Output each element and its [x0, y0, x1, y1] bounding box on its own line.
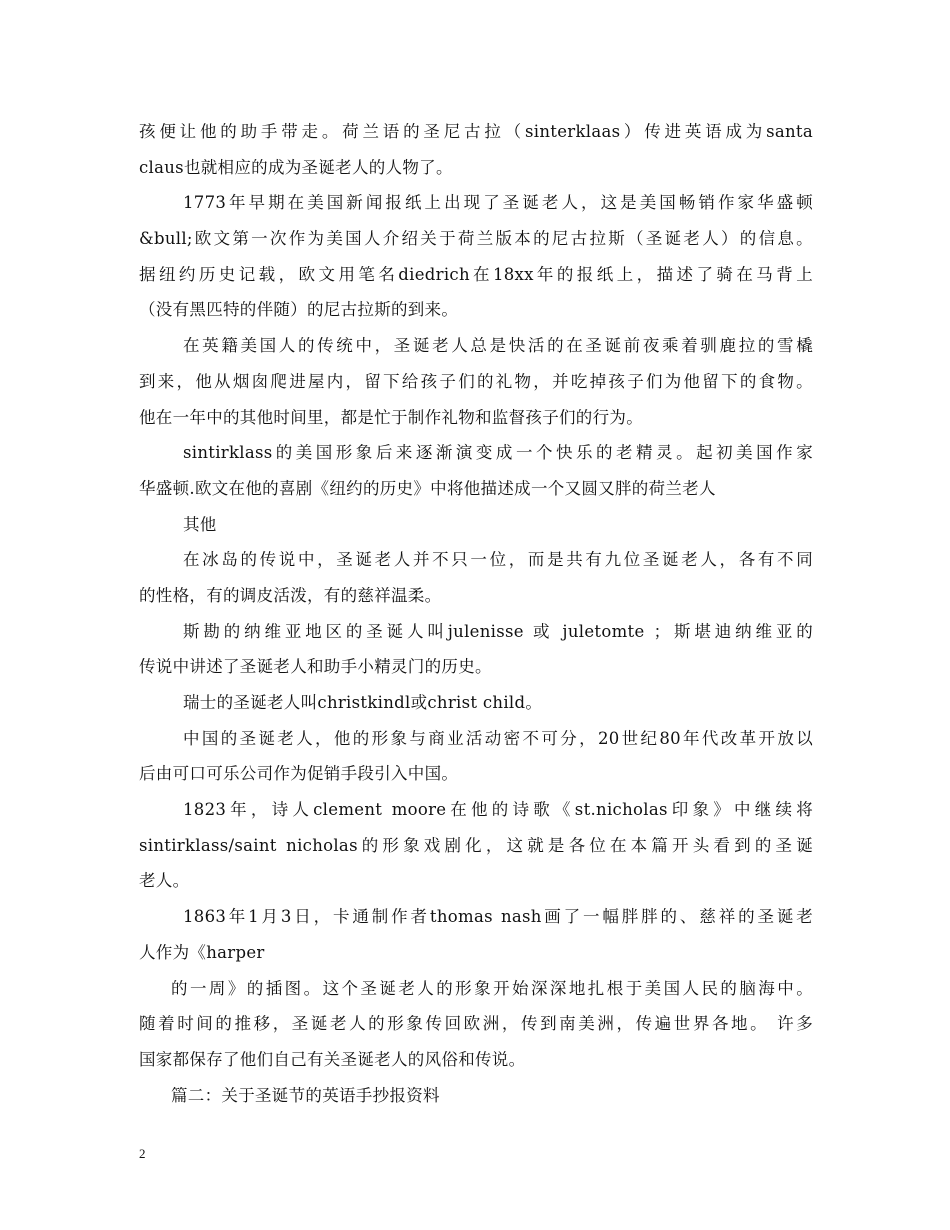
text-line-27: 国家都保存了他们自己有关圣诞老人的风俗和传说。 [139, 1049, 526, 1069]
text-line-20: 1823年，诗人clement moore在他的诗歌《st.nicholas印象》中继续将 [183, 800, 813, 820]
text-line-23: 1863年1月3日，卡通制作者thomas nash画了一幅胖胖的、慈祥的圣诞老 [183, 907, 813, 927]
section-heading-part-two: 篇二：关于圣诞节的英语手抄报资料 [171, 1085, 440, 1105]
text-line-5: 据纽约历史记载，欧文用笔名diedrich在18xx年的报纸上，描述了骑在马背上 [139, 264, 813, 284]
text-line-15: 斯勘的纳维亚地区的圣诞人叫julenisse 或 juletomte ；斯堪迪纳维亚的 [183, 621, 813, 641]
text-line-21: sintirklass/saint nicholas的形象戏剧化，这就是各位在本篇开头看到的圣诞 [139, 835, 813, 855]
section-heading-other: 其他 [183, 514, 217, 534]
text-line-16: 传说中讲述了圣诞老人和助手小精灵门的历史。 [139, 657, 492, 677]
text-line-25: 的一周》的插图。这个圣诞老人的形象开始深深地扎根于美国人民的脑海中。 [171, 978, 813, 998]
text-line-1: 孩便让他的助手带走。荷兰语的圣尼古拉（sinterklaas）传进英语成为santa [139, 122, 813, 141]
text-line-7: 在英籍美国人的传统中，圣诞老人总是快活的在圣诞前夜乘着驯鹿拉的雪橇 [183, 336, 813, 356]
text-line-22: 老人。 [139, 871, 190, 891]
text-line-19: 后由可口可乐公司作为促销手段引入中国。 [139, 764, 459, 784]
text-line-17: 瑞士的圣诞老人叫christkindl或christ child。 [183, 693, 543, 712]
text-line-8: 到来，他从烟囱爬进屋内，留下给孩子们的礼物，并吃掉孩子们为他留下的食物。 [139, 371, 813, 391]
text-line-26: 随着时间的推移，圣诞老人的形象传回欧洲，传到南美洲，传遍世界各地。 许多 [139, 1014, 813, 1034]
document-body [139, 114, 813, 1113]
text-line-18: 中国的圣诞老人，他的形象与商业活动密不可分，20世纪80年代改革开放以 [183, 728, 813, 748]
text-line-10: sintirklass的美国形象后来逐渐演变成一个快乐的老精灵。起初美国作家 [183, 443, 813, 463]
text-line-24: 人作为《harper [139, 942, 265, 962]
text-line-4: &bull;欧文第一次作为美国人介绍关于荷兰版本的尼古拉斯（圣诞老人）的信息。 [139, 229, 813, 249]
text-line-6: （没有黑匹特的伴随）的尼古拉斯的到来。 [139, 300, 459, 320]
text-line-14: 的性格，有的调皮活泼，有的慈祥温柔。 [139, 585, 442, 605]
text-line-2: claus也就相应的成为圣诞老人的人物了。 [139, 157, 453, 177]
text-line-13: 在冰岛的传说中，圣诞老人并不只一位，而是共有九位圣诞老人，各有不同 [183, 550, 813, 570]
text-line-9: 他在一年中的其他时间里，都是忙于制作礼物和监督孩子们的行为。 [139, 407, 643, 427]
text-line-3: 1773年早期在美国新闻报纸上出现了圣诞老人，这是美国畅销作家华盛顿 [183, 193, 813, 213]
page-number: 2 [139, 1146, 146, 1161]
text-line-11: 华盛顿.欧文在他的喜剧《纽约的历史》中将他描述成一个又圆又胖的荷兰老人 [139, 478, 716, 498]
